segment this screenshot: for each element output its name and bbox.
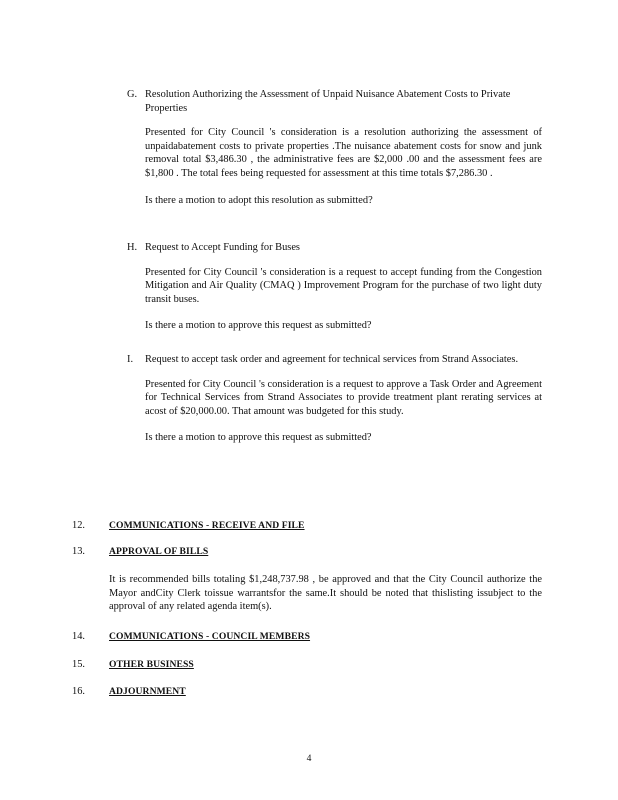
item-paragraph: Presented for City Council 's consideration is a resolution authorizing the assessment of unpaidabatement costs to private properties .The nuisance abatement costs for snow and junk removal total $3,486.30 , the administrative fees are $2,000 .00 and the assessment fees are $1,800 . The total fees being requested for assessment at this time totals $7,286.30 . (145, 127, 542, 179)
item-letter: H. (127, 242, 138, 253)
item-question: Is there a motion to adopt this resolution as submitted? (145, 194, 373, 206)
section-number: 15. (72, 659, 85, 670)
section-title: ADJOURNMENT (109, 686, 186, 697)
agenda-item-g (127, 88, 542, 207)
section-number: 16. (72, 686, 85, 697)
section-title: COMMUNICATIONS - RECEIVE AND FILE (109, 520, 305, 531)
section-number: 13. (72, 546, 85, 557)
item-question: Is there a motion to approve this request as submitted? (145, 320, 372, 332)
item-letter: I. (127, 354, 134, 365)
item-question: Is there a motion to approve this request as submitted? (145, 432, 372, 444)
section-title: OTHER BUSINESS (109, 659, 194, 670)
section-number: 14. (72, 631, 85, 642)
item-letter: G. (127, 89, 138, 100)
page-number: 4 (306, 753, 312, 764)
item-paragraph: Presented for City Council 's consideration is a request to approve a Task Order and Agreement for Technical Services from Strand Associates to provide treatment plant rerating services at acost of $20,000.00. That amount was budgeted for this study. (145, 378, 542, 417)
section-title: COMMUNICATIONS - COUNCIL MEMBERS (109, 631, 311, 642)
item-title: Request to Accept Funding for Buses (145, 242, 300, 253)
agenda-item-h (127, 241, 542, 333)
section-number: 12. (72, 520, 85, 531)
agenda-item-i (127, 353, 542, 445)
section-paragraph: It is recommended bills totaling $1,248,737.98 , be approved and that the City Council authorize the Mayor andCity Clerk toissue warrantsfor the same.It should be noted that thislisting issubject to the approval of any related agenda item(s). (109, 574, 542, 613)
item-paragraph: Presented for City Council 's consideration is a request to accept funding from the Congestion Mitigation and Air Quality (CMAQ ) Improvement Program for the purchase of two light duty transit buses. (145, 266, 542, 305)
section-title: APPROVAL OF BILLS (109, 546, 209, 557)
item-title: Request to accept task order and agreement for technical services from Strand Associates. (145, 354, 519, 365)
item-title: Resolution Authorizing the Assessment of Unpaid Nuisance Abatement Costs to Private Properties (145, 89, 511, 114)
